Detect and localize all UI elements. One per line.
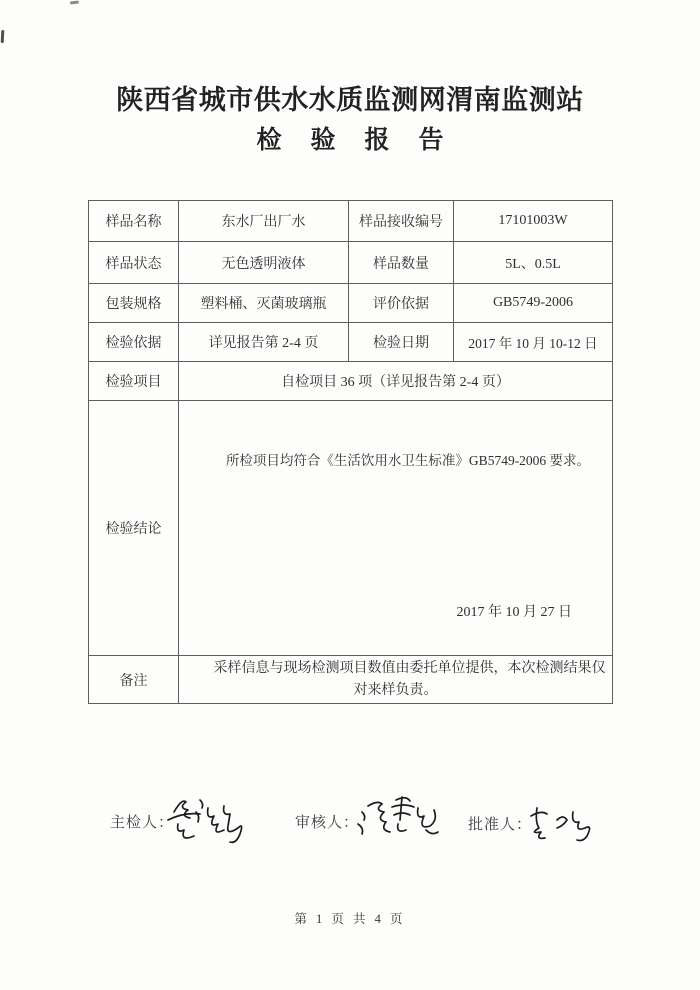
reviewer-signature-handwriting (352, 790, 440, 850)
inspect-basis-value: 详见报告第 2-4 页 (179, 323, 349, 362)
approver-label: 批准人： (468, 817, 533, 833)
eval-basis-value: GB5749-2006 (454, 284, 613, 323)
conclusion-cell (179, 401, 613, 656)
receipt-no-value: 17101003W (454, 201, 613, 242)
sample-name-label: 样品名称 (89, 201, 179, 242)
org-title: 陕西省城市供水水质监测网渭南监测站 (116, 85, 584, 115)
eval-basis-label: 评价依据 (349, 284, 454, 323)
sample-name-value: 东水厂出厂水 (179, 201, 349, 242)
approver-signature-handwriting (521, 800, 597, 848)
table-row (89, 401, 613, 656)
table-row (89, 323, 613, 362)
inspect-items-value: 自检项目 36 项（详见报告第 2-4 页） (179, 362, 613, 401)
inspect-date-label: 检验日期 (349, 323, 454, 362)
report-info-table (88, 200, 613, 704)
inspector-label: 主检人： (110, 815, 175, 831)
table-row (89, 242, 613, 284)
conclusion-date: 2017 年 10 月 27 日 (456, 605, 572, 620)
table-row (89, 284, 613, 323)
inspect-items-label: 检验项目 (89, 362, 179, 401)
remark-value: 采样信息与现场检测项目数值由委托单位提供，本次检测结果仅对来样负责。 (179, 656, 613, 704)
page-number-footer: 第 1 页 共 4 页 (294, 912, 406, 926)
report-title: 检验报告 (256, 127, 473, 154)
table-row (89, 201, 613, 242)
sample-state-value: 无色透明液体 (179, 242, 349, 284)
packaging-label: 包装规格 (89, 284, 179, 323)
sample-qty-value: 5L、0.5L (454, 242, 613, 284)
packaging-value: 塑料桶、灭菌玻璃瓶 (179, 284, 349, 323)
scan-artifact-left-edge (1, 30, 5, 43)
conclusion-text: 所检项目均符合《生活饮用水卫生标准》GB5749-2006 要求。 (225, 453, 591, 468)
scan-artifact-top (70, 0, 79, 4)
sample-state-label: 样品状态 (89, 242, 179, 284)
sample-qty-label: 样品数量 (349, 242, 454, 284)
receipt-no-label: 样品接收编号 (349, 201, 454, 242)
remark-label: 备注 (89, 656, 179, 704)
inspector-signature-handwriting (160, 790, 244, 852)
reviewer-label: 审核人： (295, 815, 360, 831)
table-row (89, 656, 613, 704)
conclusion-label: 检验结论 (89, 401, 179, 656)
table-row (89, 362, 613, 401)
inspect-basis-label: 检验依据 (89, 323, 179, 362)
inspect-date-value: 2017 年 10 月 10-12 日 (454, 323, 613, 362)
